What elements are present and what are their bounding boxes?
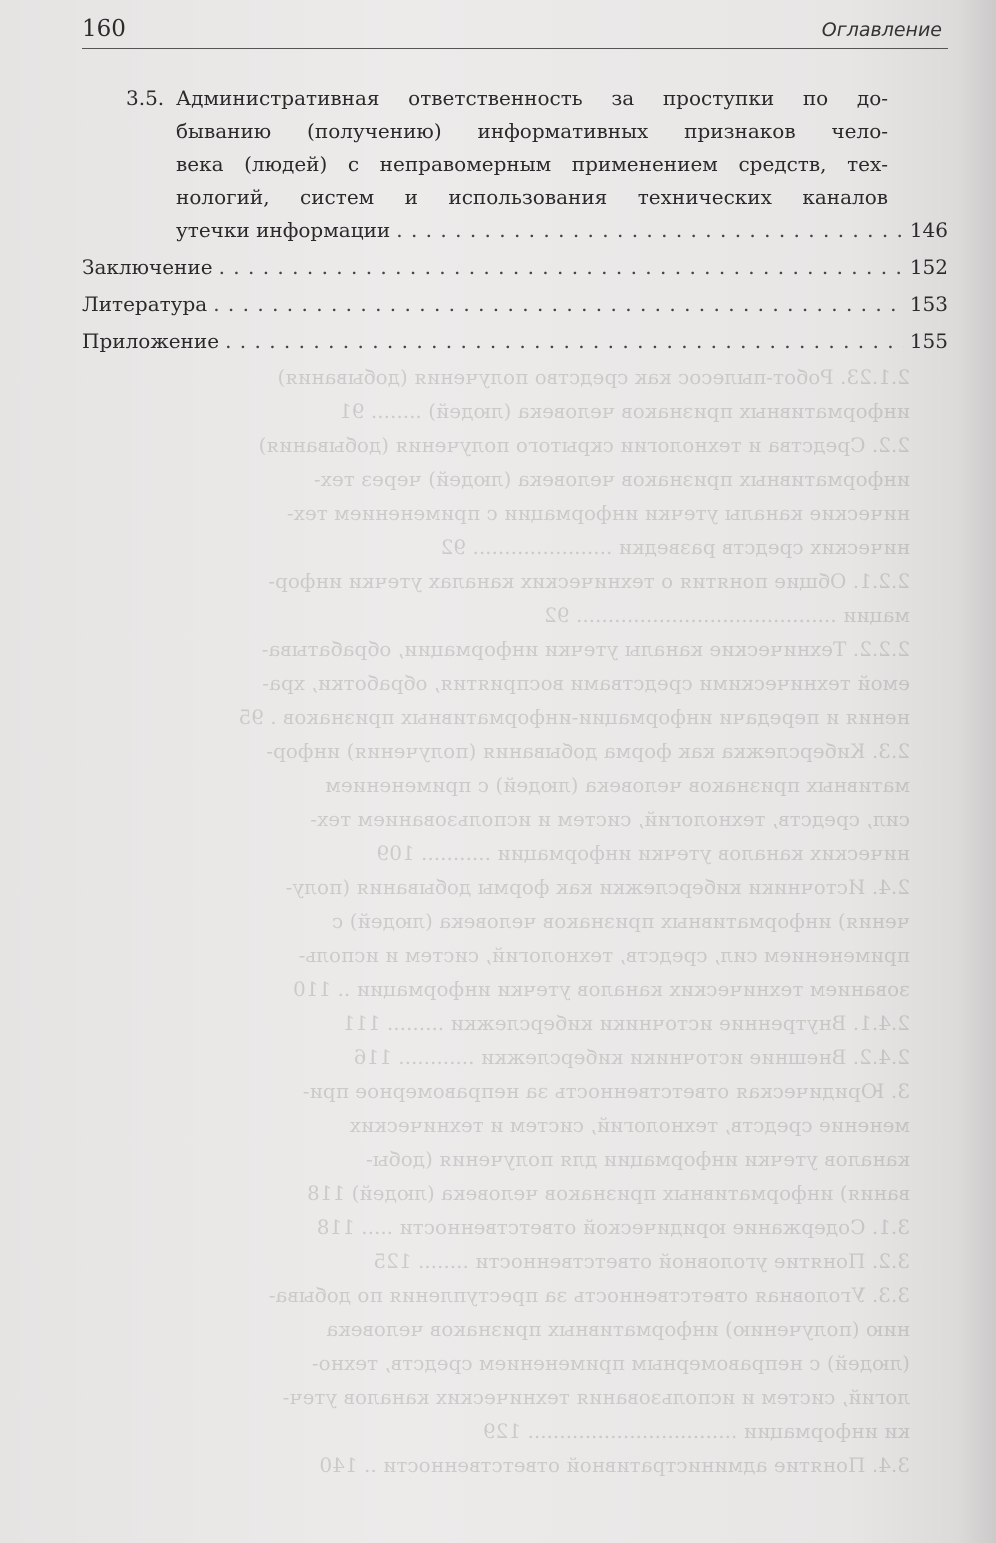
toc-entry-last-line [82,325,948,358]
ghost-line: 2.2.1. Общие понятия о технических каналах утечки инфор- [268,569,910,593]
ghost-line: 2.4.2. Внешние источники киберслежки ............ 116 [353,1045,910,1069]
dot-leader [213,288,904,321]
table-of-contents [82,82,948,358]
ghost-line: 3.2. Понятие уголовной ответственности ........ 125 [373,1249,910,1273]
ghost-line: 3.1. Содержание юридической ответственности ..... 118 [316,1215,910,1239]
toc-page-ref: 153 [909,292,948,316]
dot-leader [396,214,904,247]
ghost-line: мативных признаков человека (людей) с применением [325,773,910,797]
dot-leader [225,325,904,358]
running-title: Оглавление [821,19,942,41]
page-header [82,14,948,48]
ghost-line: нических средств разведки ...................... 92 [440,535,910,559]
toc-entry-last-line [82,251,948,284]
toc-entry-literature[interactable] [82,288,948,321]
ghost-line: 2.4.1. Внутренние источники киберслежки ......... 111 [342,1011,910,1035]
ghost-line: вания) информативных признаков человека (людей) 118 [307,1181,910,1205]
toc-entry-last-line [176,214,948,247]
toc-entry-number: 3.5. [126,86,165,110]
toc-entry-3-5[interactable] [82,82,948,247]
bleed-through-text [130,360,910,1510]
toc-entry-line: утечки информации [176,218,391,242]
toc-entry-appendix[interactable] [82,325,948,358]
ghost-line: 3. Юридическая ответственность за неправомерное при- [302,1079,910,1103]
toc-entry-line: Административная ответственность за проступки по до- [176,86,888,110]
ghost-line: информативных признаков человека (людей) через тех- [313,467,910,491]
ghost-line: сил, средств, технологий, систем и использованием тех- [310,807,910,831]
toc-entry-conclusion[interactable] [82,251,948,284]
toc-entry-line: века (людей) с неправомерным применением средств, тех- [176,152,888,176]
ghost-line: 2.4. Источники киберслежки как формы добывания (полу- [285,875,910,899]
ghost-line: чения) информативных признаков человека (людей) с [332,909,910,933]
dot-leader [219,251,904,284]
ghost-line: нические каналы утечки информации с применением тех- [286,501,910,525]
ghost-line: 3.3. Уголовная ответственность за преступления по добыва- [268,1283,910,1307]
toc-page-ref: 155 [909,329,948,353]
ghost-line: каналов утечки информации для получения (добы- [365,1147,910,1171]
page-number: 160 [82,16,126,42]
page-edge-shadow [956,0,996,1543]
ghost-line: (людей) с неправомерным применением средств, техно- [311,1351,910,1375]
toc-entry-title: Приложение [82,329,220,353]
ghost-line: нических каналов утечки информации ........... 109 [376,841,910,865]
ghost-line: 2.2.2. Технические каналы утечки информации, обрабатыва- [261,637,910,661]
ghost-line: 2.3. Киберслежка как форма добывания (получения) инфор- [266,739,910,763]
ghost-line: 3.4. Понятие административной ответственности .. 140 [319,1453,910,1477]
ghost-line: применением сил, средств, технологий, систем и исполь- [298,943,910,967]
ghost-line: информативных признаков человека (людей) ........ 91 [339,399,910,423]
toc-entry-title: Заключение [82,255,213,279]
ghost-line: менение средств, технологий, систем и технических [349,1113,910,1137]
toc-page-ref: 152 [909,255,948,279]
ghost-line: зованием технических каналов утечки информации .. 110 [293,977,910,1001]
ghost-line: ки информации ................................. 129 [482,1419,910,1443]
toc-page-ref: 146 [909,218,948,242]
toc-entry-last-line [82,288,948,321]
ghost-line: 2.1.23. Робот-пылесос как средство получения (добывания) [277,365,910,389]
toc-entry-title: Литература [82,292,208,316]
ghost-line: мации ......................................... 92 [544,603,910,627]
header-rule [82,48,948,49]
ghost-line: 2.2. Средства и технологии скрытого получения (добывания) [258,433,910,457]
ghost-line: логий, систем и использования технических каналов утеч- [282,1385,910,1409]
ghost-line: нения и передачи информации-информативных признаков . 95 [238,705,910,729]
ghost-line: емой техническими средствами восприятия, обработки, хра- [262,671,910,695]
toc-entry-line: быванию (получению) информативных признаков чело- [176,119,888,143]
toc-entry-line: нологий, систем и использования технических каналов [176,185,888,209]
ghost-line: нию (получению) информативных признаков человека [326,1317,910,1341]
